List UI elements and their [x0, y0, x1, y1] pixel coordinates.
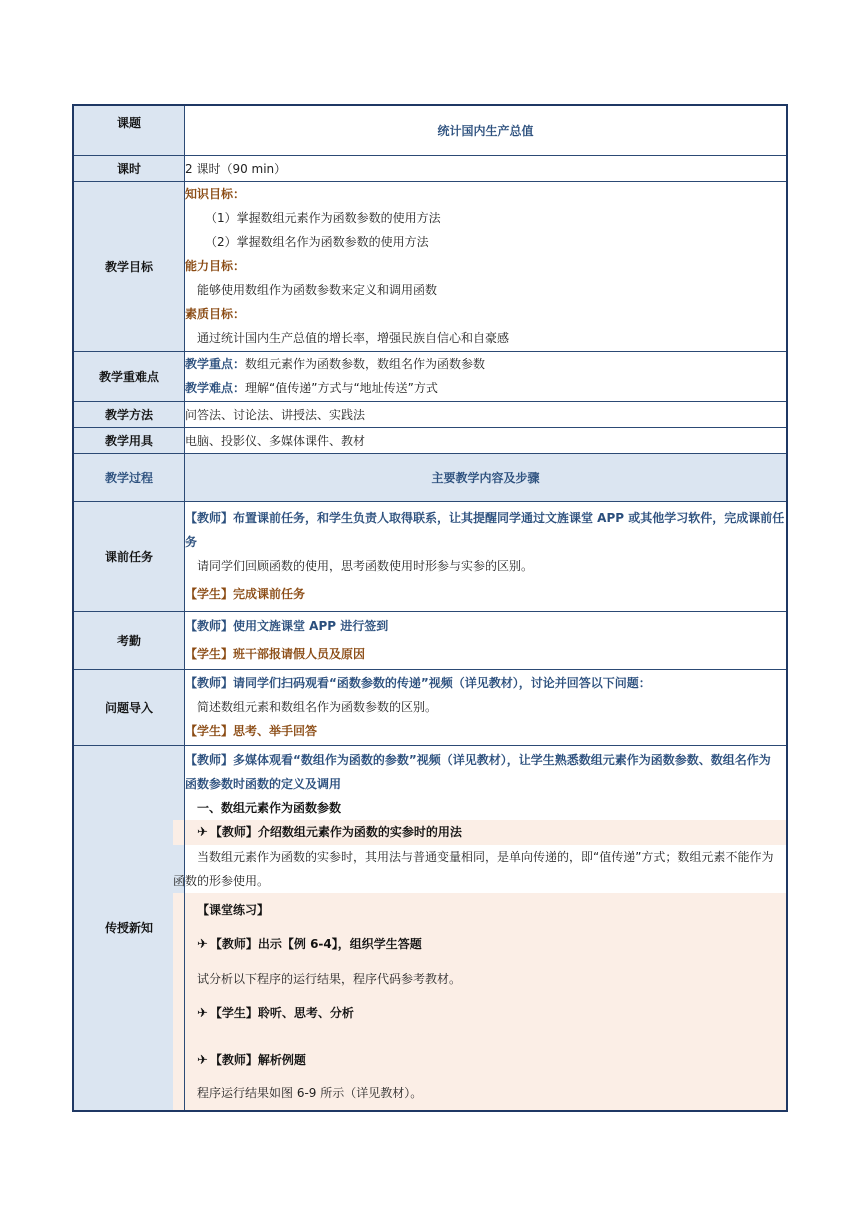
topic-label: 课题 — [73, 105, 185, 155]
methods-value: 问答法、讨论法、讲授法、实践法 — [185, 401, 788, 427]
intro-label: 问题导入 — [73, 669, 185, 745]
row-intro — [73, 669, 787, 745]
row-hours — [73, 155, 787, 181]
practice-step-3-desc: 程序运行结果如图 6-9 所示（详见教材）。 — [197, 1085, 423, 1100]
attendance-content — [185, 611, 788, 669]
ability-title: 能力目标： — [185, 259, 246, 273]
practice-step-1 — [197, 933, 786, 956]
new-knowledge-content — [173, 745, 788, 1111]
attendance-label: 考勤 — [73, 611, 185, 669]
knowledge-item-2: （2）掌握数组名作为函数参数的使用方法 — [205, 235, 429, 249]
ability-item-1: 能够使用数组作为函数参数来定义和调用函数 — [197, 283, 438, 297]
hours-label: 课时 — [73, 155, 185, 181]
intro-student: 【学生】思考、举手回答 — [185, 724, 318, 738]
practice-step-3-text: 【教师】解析例题 — [209, 1052, 306, 1067]
objectives-content — [185, 181, 788, 351]
plane-icon: ✈ — [197, 1052, 208, 1068]
lesson-plan-table — [72, 104, 788, 1112]
row-pre-task — [73, 501, 787, 611]
practice-step-3 — [197, 1049, 786, 1072]
practice-step-2 — [197, 1002, 786, 1025]
quality-title: 素质目标： — [185, 307, 246, 321]
difficult-title: 教学难点： — [185, 381, 246, 395]
row-attendance — [73, 611, 787, 669]
row-topic — [73, 105, 787, 155]
key-title: 教学重点： — [185, 357, 246, 371]
practice-box — [173, 893, 786, 1110]
intro-text: 简述数组元素和数组名作为函数参数的区别。 — [197, 700, 438, 714]
row-new-knowledge — [73, 745, 787, 1111]
pre-task-label: 课前任务 — [73, 501, 185, 611]
hours-value: 2 课时（90 min） — [185, 155, 788, 181]
tools-value: 电脑、投影仪、多媒体课件、教材 — [185, 427, 788, 453]
key-points-content — [185, 351, 788, 401]
knowledge-item-1: （1）掌握数组元素作为函数参数的使用方法 — [205, 211, 441, 225]
row-methods — [73, 401, 787, 427]
key-points-label: 教学重难点 — [73, 351, 185, 401]
intro-teacher: 【教师】请同学们扫码观看“函数参数的传递”视频（详见教材），讨论并回答以下问题： — [185, 676, 651, 690]
methods-label: 教学方法 — [73, 401, 185, 427]
quality-item-1: 通过统计国内生产总值的增长率，增强民族自信心和自豪感 — [197, 331, 510, 345]
difficult-text: 理解“值传递”方式与“地址传送”方式 — [245, 381, 438, 395]
practice-step-1-text: 【教师】出示【例 6-4】，组织学生答题 — [209, 936, 422, 951]
row-key-points — [73, 351, 787, 401]
row-objectives — [73, 181, 787, 351]
practice-step-2-text: 【学生】聆听、思考、分析 — [209, 1005, 354, 1020]
process-header-left: 教学过程 — [73, 453, 185, 501]
practice-title: 【课堂练习】 — [197, 902, 270, 917]
pre-task-teacher: 【教师】布置课前任务，和学生负责人取得联系，让其提醒同学通过文旌课堂 APP 或其他学习软件，完成课前任务 — [185, 511, 785, 549]
key-text: 数组元素作为函数参数，数组名作为函数参数 — [245, 357, 486, 371]
intro-content — [185, 669, 788, 745]
plane-icon: ✈ — [197, 1005, 208, 1021]
plane-icon: ✈ — [197, 824, 208, 840]
pre-task-text: 请同学们回顾函数的使用，思考函数使用时形参与实参的区别。 — [197, 559, 534, 573]
row-process-header — [73, 453, 787, 501]
process-header-right: 主要教学内容及步骤 — [185, 453, 788, 501]
objectives-label: 教学目标 — [73, 181, 185, 351]
new-knowledge-teacher: 【教师】多媒体观看“数组作为函数的参数”视频（详见教材），让学生熟悉数组元素作为函数参数、数组名作为函数参数时函数的定义及调用 — [185, 752, 771, 791]
teacher-step-bar-text: 【教师】介绍数组元素作为函数的实参时的用法 — [209, 824, 462, 839]
row-tools — [73, 427, 787, 453]
section-title: 一、数组元素作为函数参数 — [197, 800, 342, 815]
pre-task-content — [185, 501, 788, 611]
knowledge-title: 知识目标： — [185, 187, 246, 201]
tools-label: 教学用具 — [73, 427, 185, 453]
practice-step-1-desc: 试分析以下程序的运行结果，程序代码参考教材。 — [197, 971, 462, 986]
plane-icon: ✈ — [197, 936, 208, 952]
new-knowledge-label: 传授新知 — [73, 745, 185, 1111]
teacher-step-bar — [173, 820, 786, 845]
attendance-teacher: 【教师】使用文旌课堂 APP 进行签到 — [185, 619, 389, 633]
usage-paragraph: 当数组元素作为函数的实参时，其用法与普通变量相同，是单向传递的，即“值传递”方式；数组元素不能作为函数的形参使用。 — [173, 849, 774, 888]
page-title: 统计国内生产总值 — [185, 105, 788, 155]
attendance-student: 【学生】班干部报请假人员及原因 — [185, 647, 366, 661]
pre-task-student: 【学生】完成课前任务 — [185, 587, 306, 601]
